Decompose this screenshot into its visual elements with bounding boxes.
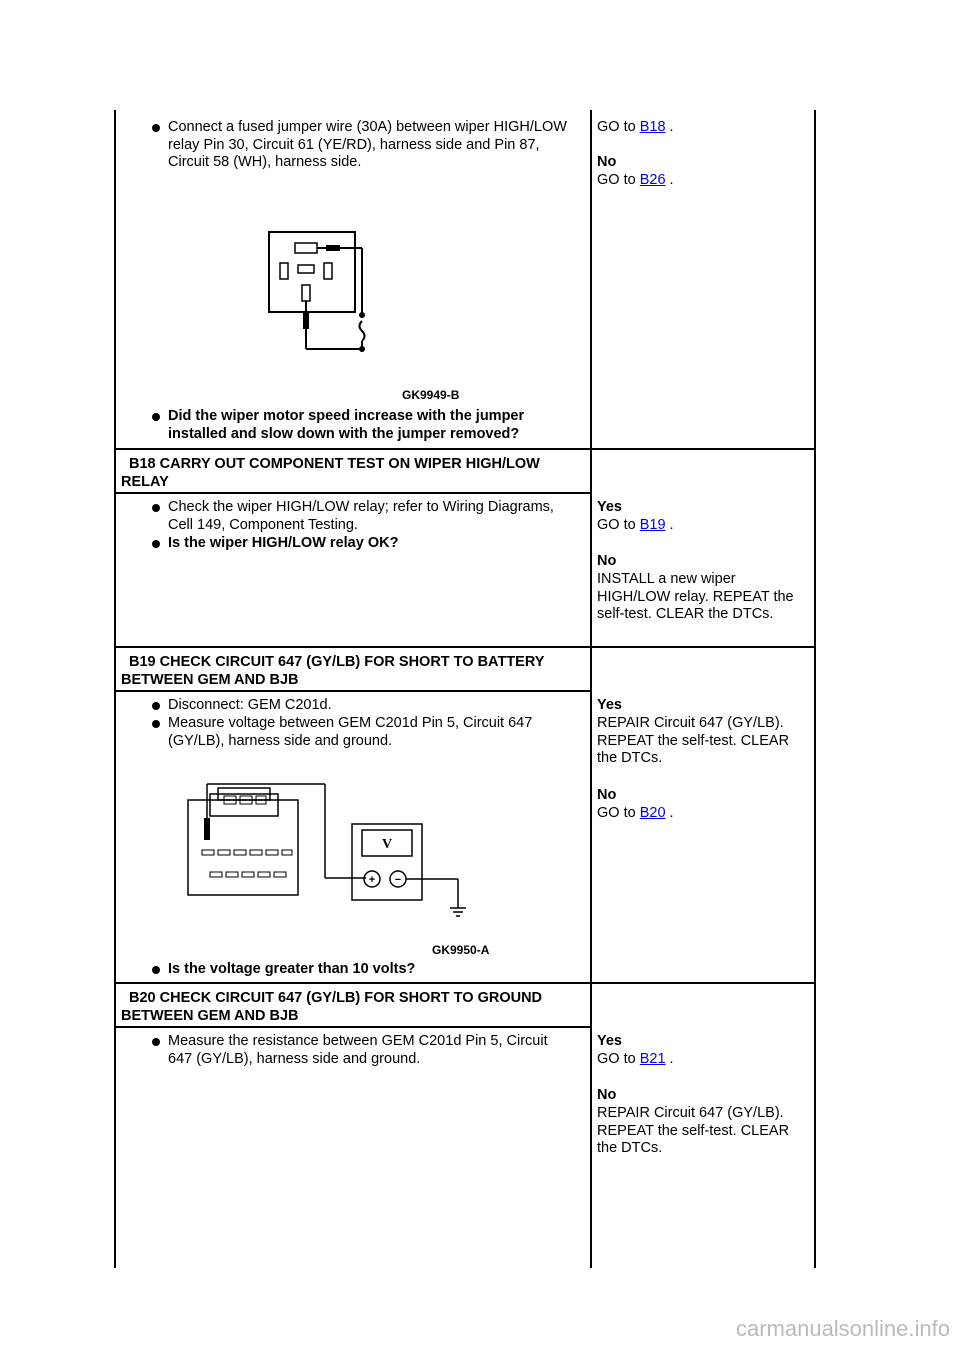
- table-left-border: [114, 110, 116, 1268]
- row-divider: [114, 646, 816, 648]
- header-divider: [114, 1026, 592, 1028]
- yes-label: Yes: [597, 697, 622, 713]
- bullet-icon: [152, 413, 160, 421]
- yes-result-text: GO to: [597, 1051, 636, 1067]
- step-text: Disconnect: GEM C201d.: [168, 697, 332, 713]
- yes-result: GO to B18 .: [597, 119, 674, 135]
- bullet-icon: [152, 1038, 160, 1046]
- yes-result: GO to B19 .: [597, 517, 674, 533]
- meter-label: V: [381, 837, 393, 852]
- link-b26[interactable]: B26: [639, 172, 666, 188]
- step-header-b18: B18 CARRY OUT COMPONENT TEST ON WIPER HIGH/LOW RELAY: [121, 456, 540, 490]
- test-question: Did the wiper motor speed increase with the jumper installed and slow down with the jumper removed?: [168, 408, 525, 442]
- row-divider: [114, 448, 816, 450]
- no-result: GO to B26 .: [597, 172, 674, 188]
- no-result-text: GO to: [597, 805, 636, 821]
- table-column-divider: [590, 110, 592, 1268]
- yes-result-text: GO to: [597, 119, 636, 135]
- header-divider: [114, 690, 592, 692]
- yes-result: GO to B21 .: [597, 1051, 674, 1067]
- link-b21[interactable]: B21: [639, 1051, 666, 1067]
- watermark: carmanualsonline.info: [735, 1316, 950, 1341]
- link-b20[interactable]: B20: [639, 805, 666, 821]
- no-label: No: [597, 553, 617, 569]
- relay-jumper-diagram: [262, 225, 502, 400]
- header-divider: [114, 492, 592, 494]
- bullet-icon: [152, 504, 160, 512]
- voltage-measurement-diagram: [180, 780, 480, 950]
- step-text: Measure the resistance between GEM C201d Pin 5, Circuit 647 (GY/LB), harness side and ground.: [168, 1033, 548, 1067]
- bullet-icon: [152, 720, 160, 728]
- bullet-icon: [152, 966, 160, 974]
- svg-text:+: +: [368, 874, 376, 886]
- no-label: No: [597, 787, 617, 803]
- step-text: Measure voltage between GEM C201d Pin 5, Circuit 647 (GY/LB), harness side and ground.: [168, 715, 533, 749]
- bullet-icon: [152, 124, 160, 132]
- row-divider: [114, 982, 816, 984]
- figure-label: GK9949-B: [402, 388, 460, 402]
- no-label: No: [597, 1087, 617, 1103]
- link-b18[interactable]: B18: [639, 119, 666, 135]
- step-header-b19: B19 CHECK CIRCUIT 647 (GY/LB) FOR SHORT TO BATTERY BETWEEN GEM AND BJB: [121, 654, 545, 688]
- no-result-text: GO to: [597, 172, 636, 188]
- yes-result: REPAIR Circuit 647 (GY/LB). REPEAT the self-test. CLEAR the DTCs.: [597, 715, 790, 766]
- step-header-b20: B20 CHECK CIRCUIT 647 (GY/LB) FOR SHORT TO GROUND BETWEEN GEM AND BJB: [121, 990, 543, 1024]
- bullet-icon: [152, 702, 160, 710]
- no-result: GO to B20 .: [597, 805, 674, 821]
- bullet-icon: [152, 540, 160, 548]
- yes-result-text: GO to: [597, 517, 636, 533]
- table-right-border: [814, 110, 816, 1268]
- figure-label: GK9950-A: [432, 943, 490, 957]
- link-b19[interactable]: B19: [639, 517, 666, 533]
- step-text: Check the wiper HIGH/LOW relay; refer to Wiring Diagrams, Cell 149, Component Testing.: [168, 499, 554, 533]
- test-question: Is the wiper HIGH/LOW relay OK?: [168, 535, 399, 551]
- no-result: REPAIR Circuit 647 (GY/LB). REPEAT the self-test. CLEAR the DTCs.: [597, 1105, 790, 1156]
- no-result: INSTALL a new wiper HIGH/LOW relay. REPEAT the self-test. CLEAR the DTCs.: [597, 571, 794, 622]
- yes-label: Yes: [597, 1033, 622, 1049]
- no-label: No: [597, 154, 617, 170]
- svg-text:−: −: [394, 874, 402, 886]
- test-question: Is the voltage greater than 10 volts?: [168, 961, 416, 977]
- step-text: Connect a fused jumper wire (30A) between wiper HIGH/LOW relay Pin 30, Circuit 61 (YE/RD), harness side and Pin 87, Circuit 58 (WH), harness side.: [168, 119, 567, 170]
- yes-label: Yes: [597, 499, 622, 515]
